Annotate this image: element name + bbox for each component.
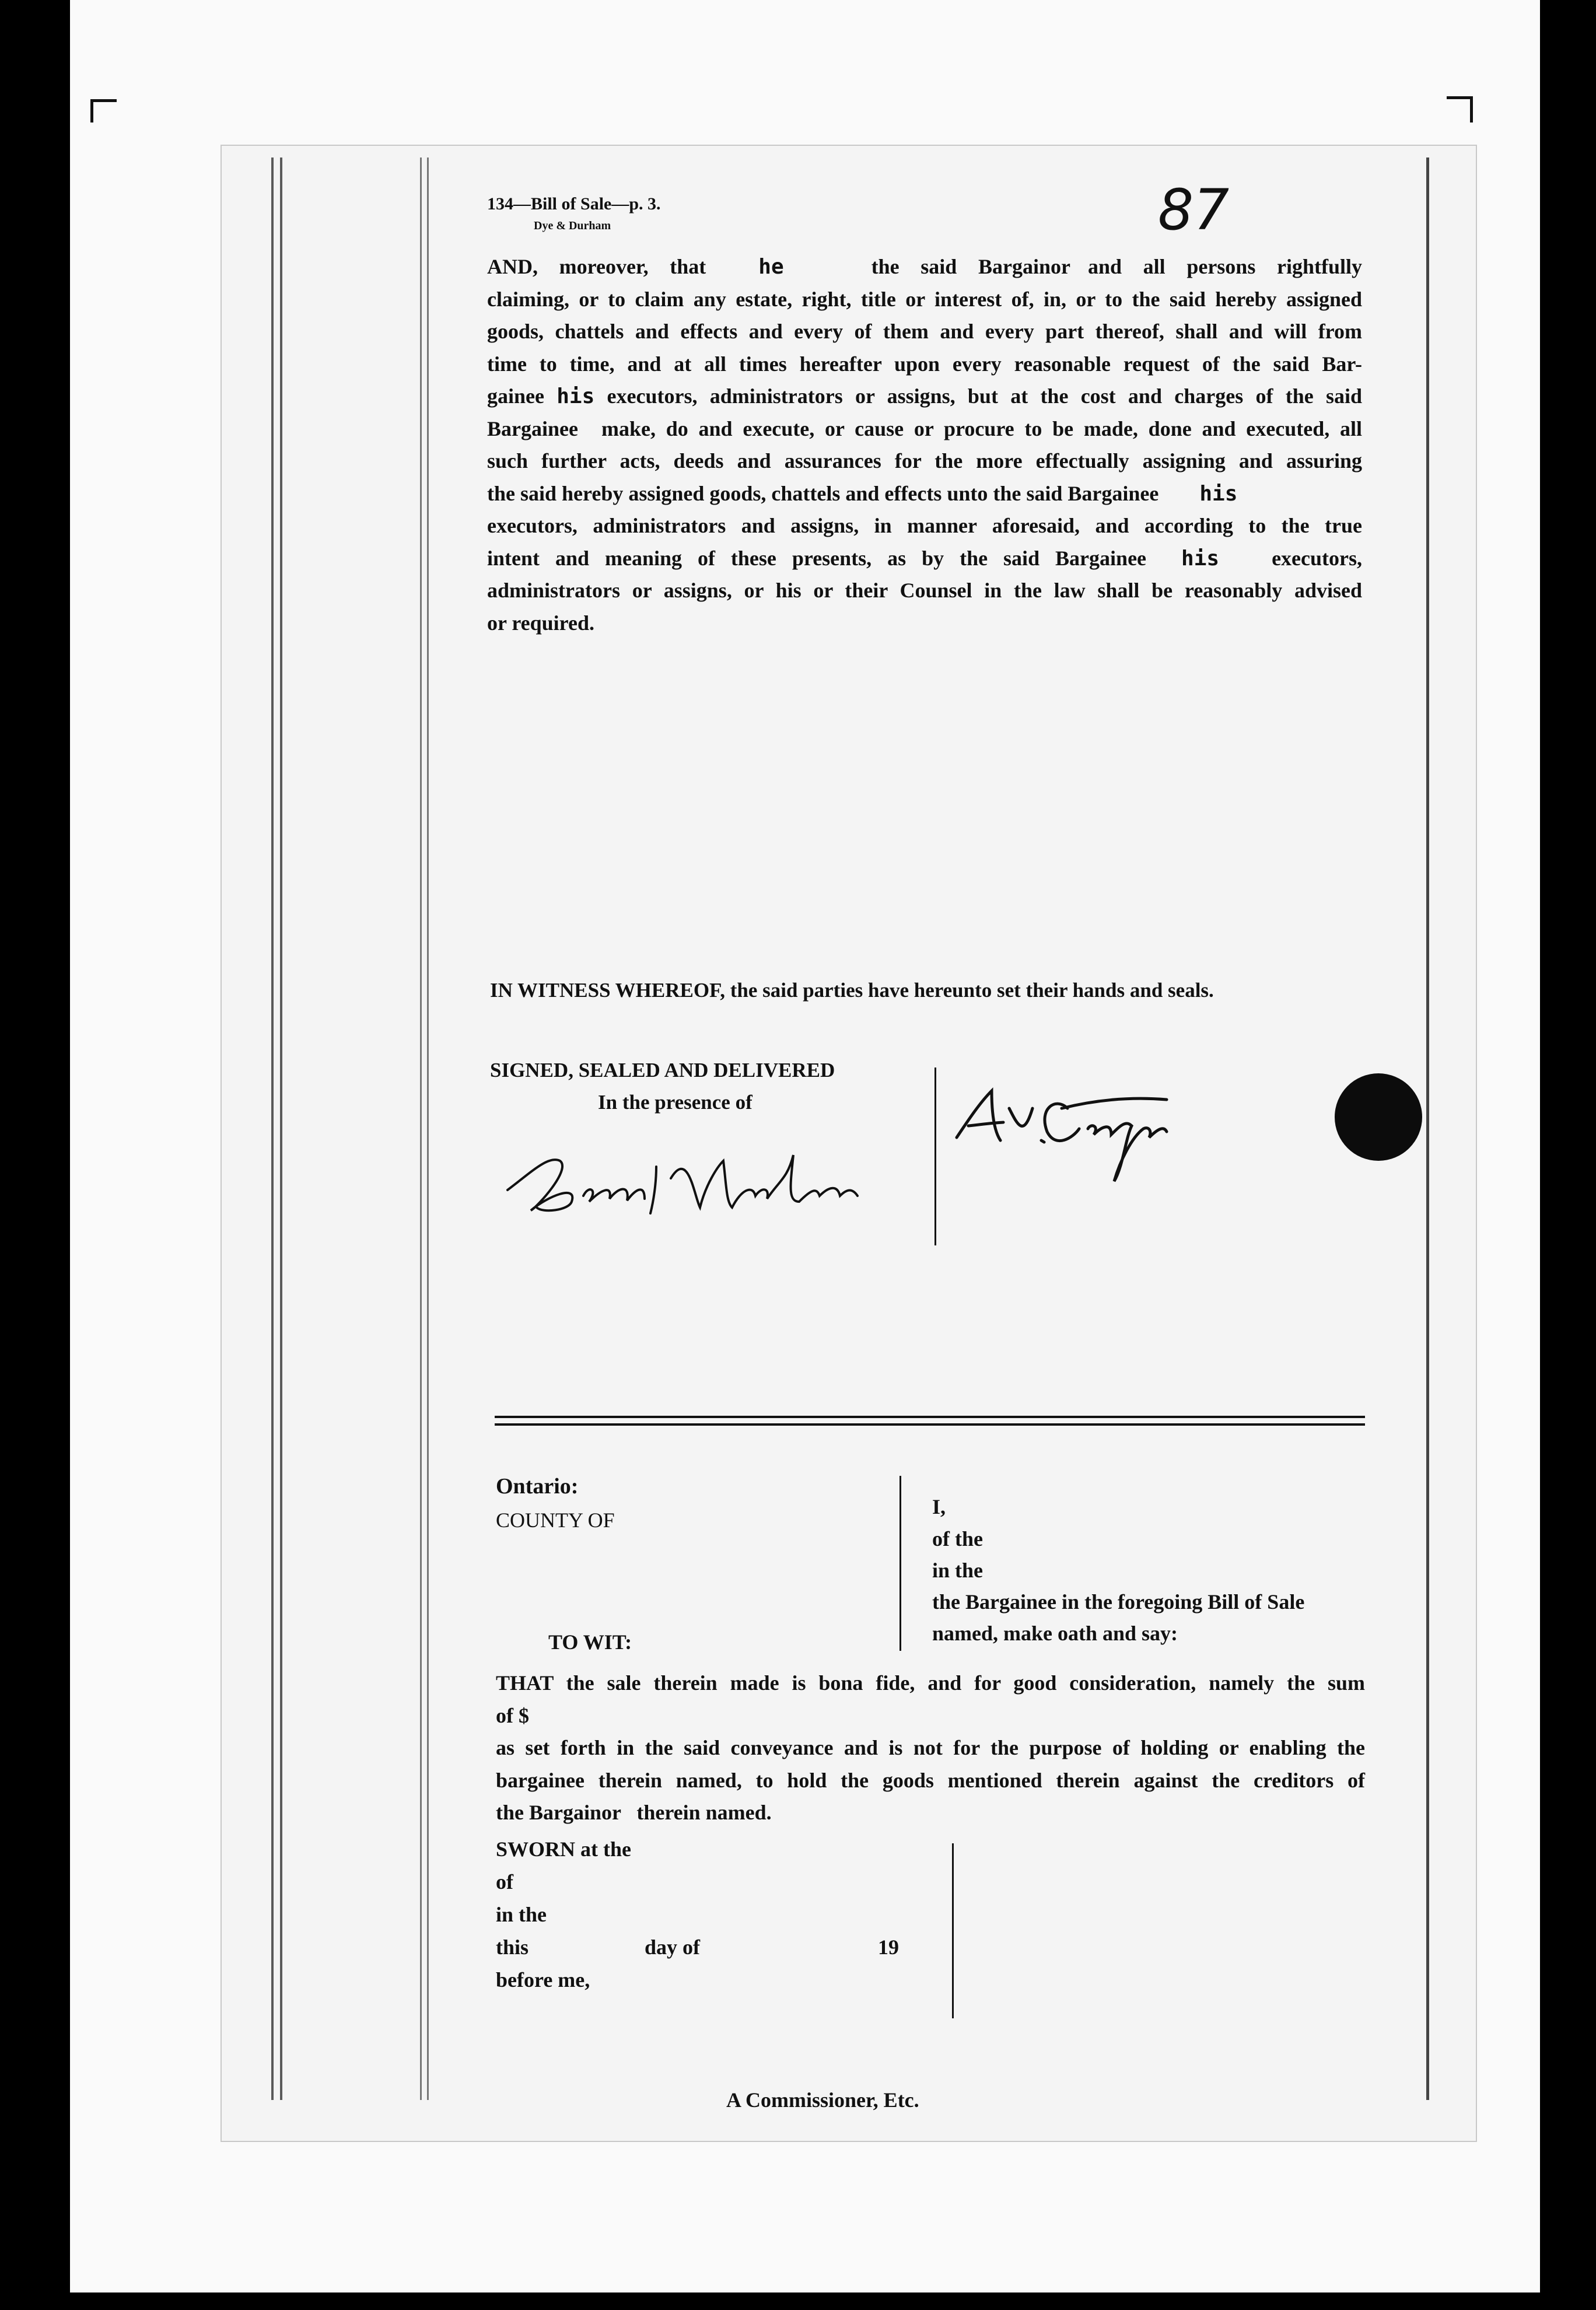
statement-line: as set forth in the said conveyance and is not for the purpose of holding or enabling the <box>496 1736 1365 1759</box>
corner-mark <box>90 99 93 123</box>
statement-line: the Bargainor therein named. <box>496 1801 772 1824</box>
covenant-line: the said hereby assigned goods, chattels and effects unto the said Bargainee his <box>487 481 1238 506</box>
fill-in-pronoun: his <box>556 384 595 408</box>
margin-rule <box>271 158 274 2100</box>
covenant-line: claiming, or to claim any estate, right, title or interest of, in, or to the said hereby assigned <box>487 287 1362 311</box>
witness-signature <box>496 1126 904 1242</box>
sworn-line: of <box>496 1870 513 1894</box>
sworn-line: SWORN at the <box>496 1838 631 1861</box>
page-number: 87 <box>1158 177 1230 243</box>
deponent-line: the Bargainee in the foregoing Bill of Sale <box>932 1590 1305 1614</box>
covenant-line: time to time, and at all times hereafter upon every reasonable request of the said Bar- <box>487 352 1362 376</box>
sworn-line: in the <box>496 1903 547 1926</box>
covenant-line: administrators or assigns, or his or their Counsel in the law shall be reasonably advised <box>487 579 1362 602</box>
margin-rule <box>427 158 429 2100</box>
covenant-line: executors, administrators and assigns, in manner aforesaid, and according to the true <box>487 514 1362 537</box>
statement-line: of $ <box>496 1703 529 1727</box>
covenant-line: AND, moreover, that he the said Bargainor and all persons rightfully <box>487 255 1362 279</box>
covenant-line: or required. <box>487 611 595 635</box>
statement-line: THAT the sale therein made is bona fide, and for good consideration, namely the sum <box>496 1671 1365 1695</box>
covenant-line: gainee his executors, administrators or assigns, but at the cost and charges of the said <box>487 384 1363 408</box>
corner-mark <box>1470 96 1473 123</box>
publisher: Dye & Durham <box>534 219 611 232</box>
presence-label: In the presence of <box>598 1091 752 1114</box>
section-rule <box>495 1416 1365 1418</box>
deponent-line: of the <box>932 1527 983 1550</box>
witness-clause: IN WITNESS WHEREOF, the said parties have hereunto set their hands and seals. <box>490 979 1214 1002</box>
sworn-divider <box>952 1843 954 2018</box>
fill-in-pronoun: his <box>1181 546 1220 570</box>
margin-rule <box>420 158 422 2100</box>
before-me-label: before me, <box>496 1968 590 1992</box>
to-wit-label: TO WIT: <box>548 1630 632 1654</box>
covenant-paragraph <box>487 251 1362 639</box>
province-label: Ontario: <box>496 1474 579 1499</box>
day-of-label: day of <box>645 1936 701 1959</box>
party-signature <box>945 1073 1353 1190</box>
section-rule <box>495 1423 1365 1426</box>
fill-in-pronoun: his <box>1199 481 1238 506</box>
covenant-line: goods, chattels and effects and every of them and every part thereof, shall and will from <box>487 320 1362 343</box>
deponent-line: named, make oath and say: <box>932 1622 1178 1645</box>
deponent-line: I, <box>932 1495 946 1518</box>
county-label: COUNTY OF <box>496 1508 615 1532</box>
corner-mark <box>1447 96 1473 99</box>
year-prefix: 19 <box>878 1936 899 1959</box>
statement-line: bargainee therein named, to hold the goods mentioned therein against the creditors of <box>496 1768 1365 1792</box>
covenant-line: intent and meaning of these presents, as by the said Bargainee his executors, <box>487 546 1362 570</box>
margin-rule <box>1426 158 1429 2100</box>
signed-sealed-label: SIGNED, SEALED AND DELIVERED <box>490 1059 835 1082</box>
affidavit-statement <box>496 1667 1365 1829</box>
signature-divider <box>935 1068 936 1245</box>
wax-seal <box>1335 1073 1422 1161</box>
corner-mark <box>90 99 117 102</box>
deponent-line: in the <box>932 1559 984 1582</box>
commissioner-label: A Commissioner, Etc. <box>726 2088 919 2112</box>
sworn-line: this <box>496 1936 529 1959</box>
covenant-line: such further acts, deeds and assurances for the more effectually assigning and assuring <box>487 449 1362 473</box>
fill-in-pronoun: he <box>758 255 784 279</box>
form-number: 134—Bill of Sale—p. 3. <box>487 194 661 214</box>
affidavit-divider <box>900 1476 901 1651</box>
covenant-line: Bargainee make, do and execute, or cause or procure to be made, done and executed, all <box>487 416 1362 440</box>
margin-rule <box>280 158 282 2100</box>
